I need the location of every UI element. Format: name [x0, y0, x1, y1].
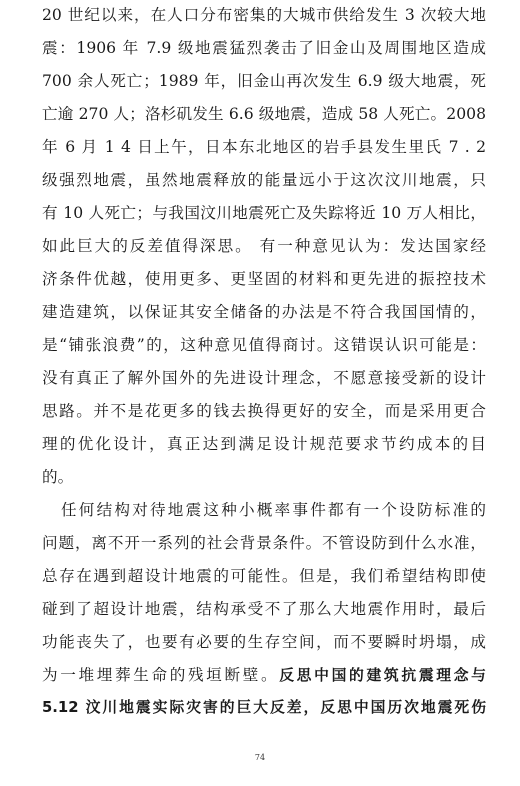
text-line: 碰到了超设计地震，结构承受不了那么大地震作用时，最后 [42, 600, 486, 618]
text-line: 700 余人死亡；1989 年，旧金山再次发生 6.9 级大地震，死 [42, 72, 486, 90]
plain-segment: 为一堆埋葬生命的残垣断壁。 [42, 666, 280, 684]
text-line: 年 6 月 1 4 日上午，日本东北地区的岩手县发生里氏 7 . 2 [42, 138, 486, 156]
text-line: 20 世纪以来，在人口分布密集的大城市供给发生 3 次较大地 [42, 6, 486, 24]
bold-heading-segment: 反思中国的建筑抗震理念与 [279, 667, 486, 684]
text-line: 问题，离不开一系列的社会背景条件。不管设防到什么水准， [42, 534, 486, 552]
text-line-mixed [42, 662, 486, 688]
text-line: 有 10 人死亡；与我国汶川地震死亡及失踪将近 10 万人相比， [42, 204, 486, 222]
paragraph-first-line: 任何结构对待地震这种小概率事件都有一个设防标准的 [61, 501, 486, 519]
text-line: 没有真正了解外国外的先进设计理念，不愿意接受新的设计 [42, 369, 486, 387]
text-line: 级强烈地震，虽然地震释放的能量远小于这次汶川地震，只 [42, 171, 486, 189]
text-line: 是“铺张浪费”的，这种意见值得商讨。这错误认识可能是： [42, 336, 486, 354]
text-line: 亡逾 270 人；洛杉矶发生 6.6 级地震，造成 58 人死亡。2008 [42, 105, 486, 123]
page-number: 74 [254, 753, 266, 762]
text-line: 济条件优越，使用更多、更坚固的材料和更先进的振控技术 [42, 270, 486, 288]
text-line: 功能丧失了，也要有必要的生存空间，而不要瞬时坍塌，成 [42, 633, 486, 651]
bold-heading-line: 5.12 汶川地震实际灾害的巨大反差，反思中国历次地震死伤 [42, 699, 486, 716]
text-line: 建造建筑，以保证其安全储备的办法是不符合我国国情的， [42, 303, 486, 321]
text-line: 理的优化设计，真正达到满足设计规范要求节约成本的目 [42, 435, 486, 453]
text-line: 如此巨大的反差值得深思。 有一种意见认为：发达国家经 [42, 237, 486, 255]
text-line: 震：1906 年 7.9 级地震猛烈袭击了旧金山及周围地区造成 [42, 39, 486, 57]
text-line: 总存在遇到超设计地震的可能性。但是，我们希望结构即使 [42, 567, 486, 585]
text-line: 思路。并不是花更多的钱去换得更好的安全，而是采用更合 [42, 402, 486, 420]
text-line: 的。 [42, 468, 74, 486]
